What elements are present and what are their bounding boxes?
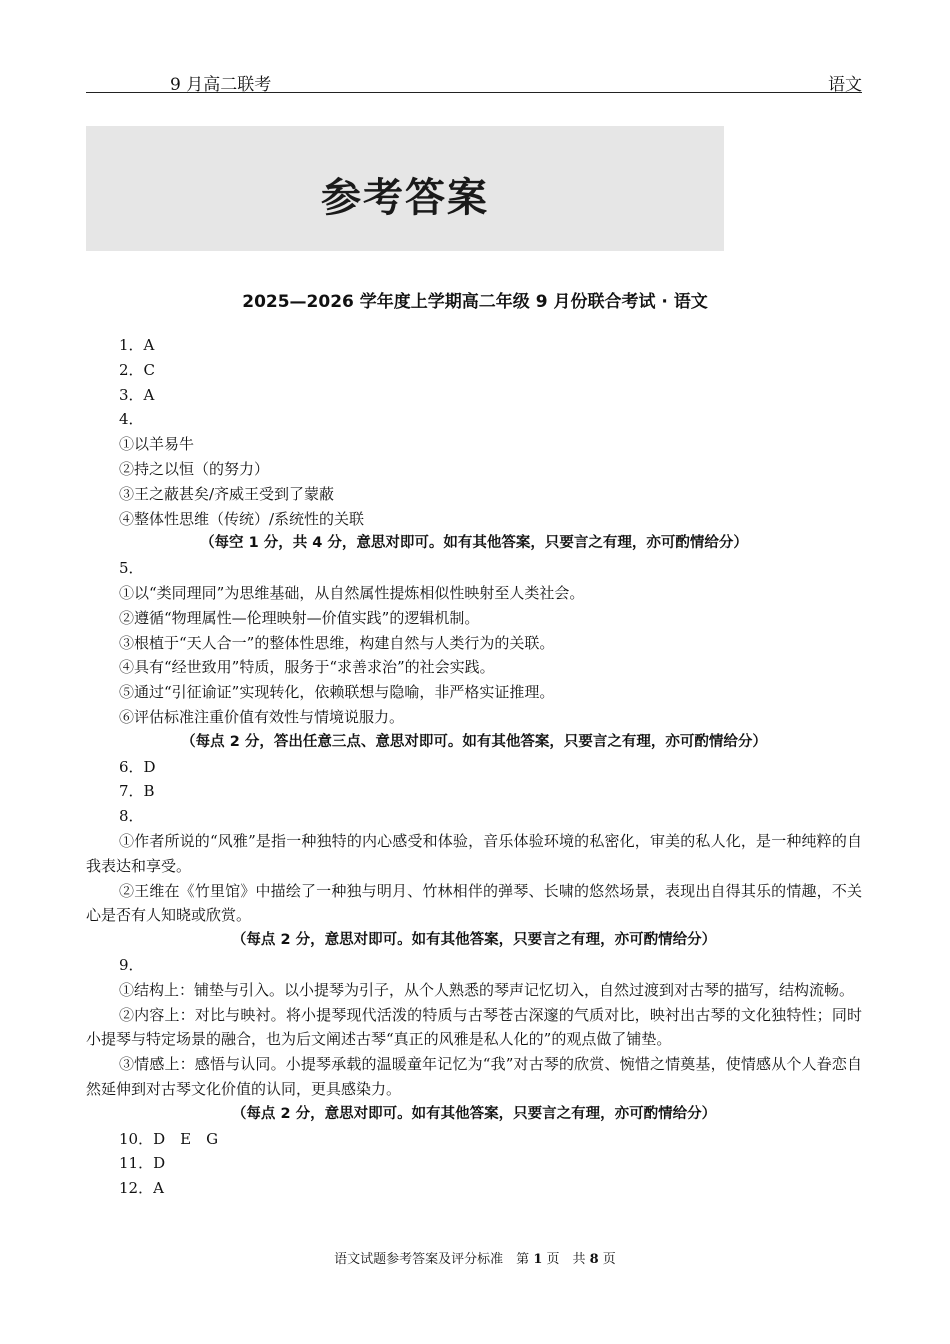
header-exam-name: 9 月高二联考 (170, 75, 272, 95)
footer-mid: 页 共 (542, 1252, 590, 1267)
q9-scoring-note: （每点 2 分，意思对即可。如有其他答案，只要言之有理，亦可酌情给分） (231, 1105, 717, 1122)
answer-q6: 6．D (119, 757, 156, 776)
q9-item: ②内容上：对比与映衬。将小提琴现代活泼的特质与古琴苍古深邃的气质对比，映衬出古琴的文化独特性；同时小提琴与特定场景的融合，也为后文阐述古琴“真正的风雅是私人化的”的观点做了铺垫。 (86, 1005, 862, 1049)
q5-item: ⑥评估标准注重价值有效性与情境说服力。 (119, 707, 405, 726)
header-subject: 语文 (828, 75, 862, 95)
q8-item: ②王维在《竹里馆》中描绘了一种独与明月、竹林相伴的弹琴、长啸的悠然场景，表现出自得其乐的情趣，不关心是否有人知晓或欣赏。 (86, 881, 862, 925)
q4-item: ①以羊易牛 (119, 435, 195, 454)
answer-q5: 5． (119, 559, 144, 578)
title-banner (86, 126, 724, 251)
q9-item: ①结构上：铺垫与引入。以小提琴为引子，从个人熟悉的琴声记忆切入，自然过渡到对古琴的描写，结构流畅。 (119, 980, 855, 999)
q5-item: ④具有“经世致用”特质，服务于“求善求治”的社会实践。 (119, 658, 495, 677)
footer-total-pages: 8 (589, 1252, 599, 1267)
q8-scoring-note: （每点 2 分，意思对即可。如有其他答案，只要言之有理，亦可酌情给分） (231, 932, 717, 949)
answer-q9: 9． (119, 955, 144, 974)
q9-item: ③情感上：感悟与认同。小提琴承载的温暖童年记忆为“我”对古琴的欣赏、惋惜之情奠基，使情感从个人眷恋自然延伸到对古琴文化价值的认同，更具感染力。 (86, 1055, 862, 1098)
page-header (86, 70, 862, 93)
q4-scoring-note: （每空 1 分，共 4 分，意思对即可。如有其他答案，只要言之有理，亦可酌情给分） (200, 535, 748, 552)
answer-q7: 7．B (119, 782, 155, 801)
answer-q10: 10．D E G (119, 1129, 219, 1148)
answer-q2: 2．C (119, 360, 156, 379)
answer-q1: 1．A (119, 336, 155, 354)
answer-content (86, 333, 862, 1201)
q5-item: ⑤通过“引征谕证”实现转化，依赖联想与隐喻，非严格实证推理。 (119, 683, 555, 702)
q8-item: ①作者所说的“风雅”是指一种独特的内心感受和体验，音乐体验环境的私密化，审美的私人化，是一种纯粹的自我表达和享受。 (86, 831, 862, 875)
banner-title: 参考答案 (321, 174, 489, 221)
q5-item: ②遵循“物理属性—伦理映射—价值实践”的逻辑机制。 (119, 608, 480, 627)
q5-scoring-note: （每点 2 分，答出任意三点、意思对即可。如有其他答案，只要言之有理，亦可酌情给分） (181, 733, 767, 750)
document-subtitle: 2025—2026 学年度上学期高二年级 9 月份联合考试 · 语文 (242, 292, 708, 312)
answer-q4: 4． (119, 410, 144, 429)
footer-page-number: 1 (533, 1252, 543, 1267)
q4-item: ②持之以恒（的努力） (119, 459, 270, 478)
q4-item: ④整体性思维（传统）/系统性的关联 (119, 509, 365, 528)
answer-q12: 12．A (119, 1179, 164, 1198)
footer-suffix: 页 (598, 1252, 616, 1267)
answer-q3: 3．A (119, 385, 155, 404)
q5-item: ①以“类同理同”为思维基础，从自然属性提炼相似性映射至人类社会。 (119, 583, 585, 602)
page-footer (0, 1248, 950, 1267)
answer-q8: 8． (119, 807, 144, 826)
footer-prefix: 语文试题参考答案及评分标准 第 (334, 1252, 534, 1267)
q5-item: ③根植于“天人合一”的整体性思维，构建自然与人类行为的关联。 (119, 633, 555, 652)
q4-item: ③王之蔽甚矣/齐威王受到了蒙蔽 (119, 484, 335, 503)
answer-q11: 11．D (119, 1154, 166, 1173)
